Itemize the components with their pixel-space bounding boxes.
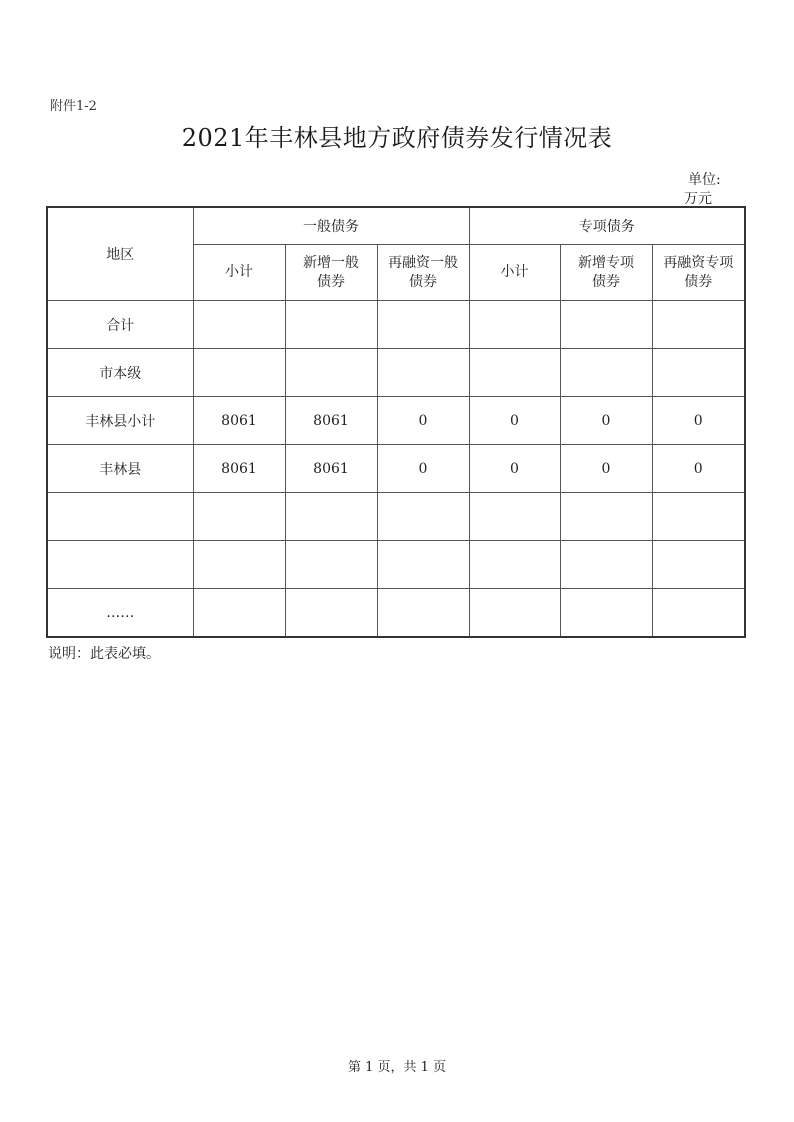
subheader-general-new: 新增一般 债券 — [285, 245, 377, 301]
table-row-total — [47, 301, 745, 349]
table-row-county — [47, 445, 745, 493]
value-cell: 0 — [469, 397, 560, 445]
region-cell: 合计 — [47, 301, 193, 349]
value-cell — [285, 301, 377, 349]
unit-label: 单位: — [688, 172, 721, 188]
value-cell: 8061 — [193, 397, 285, 445]
value-cell — [652, 541, 745, 589]
subheader-general-refinance: 再融资一般 债券 — [377, 245, 469, 301]
value-cell — [469, 493, 560, 541]
value-cell — [652, 301, 745, 349]
attachment-label: 附件1-2 — [50, 99, 97, 114]
value-cell — [285, 541, 377, 589]
bond-issuance-table — [46, 206, 746, 638]
value-cell — [377, 541, 469, 589]
value-cell — [193, 301, 285, 349]
value-cell — [469, 541, 560, 589]
region-header: 地区 — [47, 207, 193, 301]
value-cell — [193, 493, 285, 541]
special-debt-header: 专项债务 — [469, 207, 745, 245]
value-cell — [285, 493, 377, 541]
value-cell: 0 — [560, 397, 652, 445]
table-row-ellipsis — [47, 589, 745, 638]
unit-value: 万元 — [684, 191, 712, 207]
value-cell — [560, 301, 652, 349]
value-cell — [193, 541, 285, 589]
value-cell — [469, 301, 560, 349]
value-cell: 0 — [560, 445, 652, 493]
value-cell — [193, 589, 285, 638]
value-cell — [652, 349, 745, 397]
table-row-empty — [47, 541, 745, 589]
subheader-general-subtotal: 小计 — [193, 245, 285, 301]
table-note: 说明：此表必填。 — [48, 646, 160, 662]
value-cell — [560, 493, 652, 541]
region-cell: 丰林县小计 — [47, 397, 193, 445]
value-cell — [377, 589, 469, 638]
page-footer: 第 1 页，共 1 页 — [347, 1060, 447, 1075]
page-title: 2021年丰林县地方政府债券发行情况表 — [181, 124, 613, 152]
region-cell: 丰林县 — [47, 445, 193, 493]
table-row-empty — [47, 493, 745, 541]
subheader-special-new: 新增专项 债券 — [560, 245, 652, 301]
value-cell — [560, 541, 652, 589]
value-cell — [652, 589, 745, 638]
value-cell: 8061 — [285, 445, 377, 493]
region-cell — [47, 541, 193, 589]
subheader-special-subtotal: 小计 — [469, 245, 560, 301]
value-cell — [193, 349, 285, 397]
value-cell — [652, 493, 745, 541]
value-cell: 0 — [377, 397, 469, 445]
value-cell — [285, 589, 377, 638]
value-cell — [377, 349, 469, 397]
value-cell — [560, 589, 652, 638]
value-cell: 0 — [652, 397, 745, 445]
value-cell: 0 — [469, 445, 560, 493]
value-cell: 0 — [652, 445, 745, 493]
value-cell — [377, 301, 469, 349]
table-row-city-level — [47, 349, 745, 397]
value-cell: 8061 — [285, 397, 377, 445]
value-cell: 8061 — [193, 445, 285, 493]
value-cell — [469, 349, 560, 397]
value-cell: 0 — [377, 445, 469, 493]
region-cell — [47, 493, 193, 541]
subheader-special-refinance: 再融资专项 债券 — [652, 245, 745, 301]
region-cell: 市本级 — [47, 349, 193, 397]
value-cell — [560, 349, 652, 397]
value-cell — [469, 589, 560, 638]
general-debt-header: 一般债务 — [193, 207, 469, 245]
table-row-county-subtotal — [47, 397, 745, 445]
region-cell: …… — [47, 589, 193, 638]
value-cell — [285, 349, 377, 397]
value-cell — [377, 493, 469, 541]
